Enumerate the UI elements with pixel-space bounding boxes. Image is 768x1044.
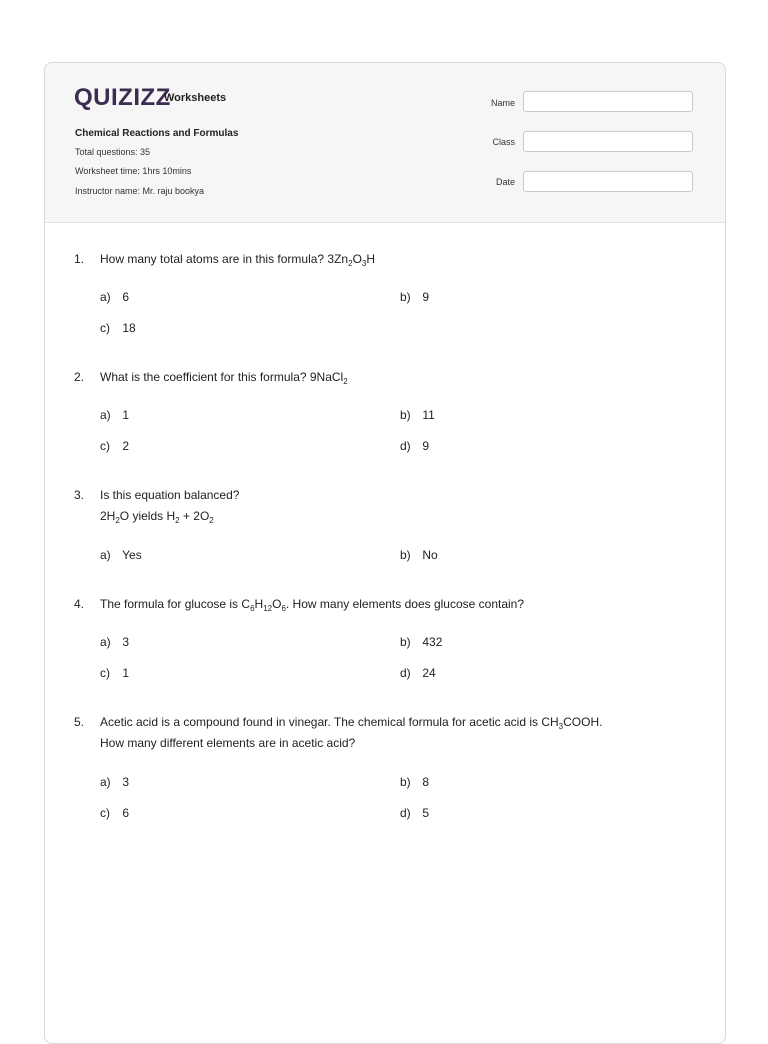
answer-option	[400, 803, 700, 823]
option-letter: c)	[100, 321, 110, 335]
text-segment: H	[366, 252, 376, 266]
option-text: 8	[422, 775, 430, 789]
option-letter: a)	[100, 408, 111, 422]
option-letter: a)	[100, 635, 111, 649]
total-questions: Total questions: 35	[75, 147, 151, 157]
text-segment: How many different elements are in acetic acid?	[100, 736, 356, 750]
answer-option	[400, 436, 700, 456]
question-number: 3.	[74, 488, 85, 502]
subscript: 3	[361, 259, 367, 268]
answer-options	[74, 287, 694, 338]
question-text	[100, 594, 694, 614]
question-1	[74, 249, 694, 338]
question-line	[74, 249, 694, 269]
answer-options	[74, 405, 694, 456]
subscript: 2	[343, 377, 348, 386]
option-letter: b)	[400, 635, 411, 649]
instructor-name: Instructor name: Mr. raju bookya	[75, 186, 205, 196]
option-letter: b)	[400, 290, 411, 304]
answer-option	[400, 545, 700, 565]
option-text: No	[422, 548, 438, 562]
option-letter: c)	[100, 666, 110, 680]
option-text: 18	[122, 321, 136, 335]
subscript: 2	[175, 516, 180, 525]
subscript: 3	[558, 722, 564, 731]
option-text: 3	[122, 775, 130, 789]
answer-option	[400, 772, 700, 792]
text-segment: O	[352, 252, 362, 266]
question-2	[74, 367, 694, 456]
option-text: 9	[422, 290, 430, 304]
class-field[interactable]	[523, 131, 693, 152]
product-name: Worksheets	[164, 92, 227, 104]
answer-option	[100, 436, 400, 456]
question-number: 4.	[74, 597, 85, 611]
text-segment: What is the coefficient for this formula? 9NaCl	[100, 370, 344, 384]
class-label: Class	[492, 137, 515, 147]
question-text	[100, 485, 694, 505]
answer-options	[74, 545, 694, 565]
option-text: 24	[422, 666, 436, 680]
answer-option	[100, 545, 400, 565]
name-label: Name	[490, 98, 515, 108]
answer-option	[100, 803, 400, 823]
text-segment: Is this equation balanced?	[100, 488, 240, 502]
question-text	[100, 712, 694, 732]
text-segment: O	[272, 597, 282, 611]
text-segment: COOH.	[563, 715, 603, 729]
question-number: 1.	[74, 252, 85, 266]
option-text: 6	[122, 290, 130, 304]
question-4	[74, 594, 694, 683]
question-text	[100, 249, 694, 269]
answer-option	[400, 663, 700, 683]
option-text: 11	[422, 408, 435, 422]
option-letter: c)	[100, 439, 110, 453]
answer-option	[400, 405, 700, 425]
question-line	[74, 485, 694, 505]
answer-option	[100, 663, 400, 683]
text-segment: O yields H	[119, 509, 176, 523]
option-letter: d)	[400, 806, 411, 820]
option-letter: d)	[400, 666, 411, 680]
option-text: 5	[422, 806, 430, 820]
text-segment: How many total atoms are in this formula? 3Zn	[100, 252, 349, 266]
worksheet-title: Chemical Reactions and Formulas	[75, 128, 239, 139]
date-field[interactable]	[523, 171, 693, 192]
subscript: 2	[115, 516, 120, 525]
answer-option	[100, 318, 400, 338]
subscript: 12	[263, 604, 273, 613]
question-number: 5.	[74, 715, 85, 729]
option-text: 6	[122, 806, 130, 820]
option-letter: a)	[100, 548, 111, 562]
quizizz-logo: QUIZIZZ	[74, 84, 171, 111]
subscript: 6	[281, 604, 286, 613]
option-text: 432	[422, 635, 443, 649]
option-letter: a)	[100, 290, 111, 304]
question-5	[74, 712, 694, 823]
date-label: Date	[495, 177, 515, 187]
answer-option	[100, 287, 400, 307]
text-segment: + 2O	[179, 509, 210, 523]
option-text: 3	[122, 635, 130, 649]
answer-option	[100, 405, 400, 425]
text-segment: H	[254, 597, 264, 611]
worksheet-page	[44, 62, 726, 1044]
question-text	[100, 367, 694, 387]
answer-options	[74, 632, 694, 683]
text-segment: Acetic acid is a compound found in vinegar. The chemical formula for acetic acid is CH	[100, 715, 559, 729]
text-segment: . How many elements does glucose contain?	[285, 597, 525, 611]
answer-option	[100, 632, 400, 652]
option-text: 1	[122, 408, 130, 422]
question-list	[74, 249, 694, 852]
worksheet-time: Worksheet time: 1hrs 10mins	[75, 166, 192, 176]
answer-option	[400, 632, 700, 652]
question-number: 2.	[74, 370, 85, 384]
name-field[interactable]	[523, 91, 693, 112]
option-text: 2	[122, 439, 130, 453]
option-text: 1	[122, 666, 130, 680]
answer-option	[400, 287, 700, 307]
option-letter: a)	[100, 775, 111, 789]
subscript: 6	[250, 604, 255, 613]
question-line	[74, 594, 694, 614]
answer-options	[74, 772, 694, 823]
question-text-line-2	[74, 505, 694, 527]
option-text: 9	[422, 439, 430, 453]
text-segment: The formula for glucose is C	[100, 597, 251, 611]
subscript: 2	[348, 259, 353, 268]
question-text-line-2	[74, 732, 694, 754]
question-line	[74, 712, 694, 732]
question-line	[74, 367, 694, 387]
option-letter: c)	[100, 806, 110, 820]
text-segment: 2H	[100, 509, 116, 523]
option-letter: b)	[400, 775, 411, 789]
option-letter: b)	[400, 408, 411, 422]
worksheet-header	[45, 63, 725, 223]
option-letter: b)	[400, 548, 411, 562]
answer-option	[100, 772, 400, 792]
option-letter: d)	[400, 439, 411, 453]
option-text: Yes	[122, 548, 142, 562]
subscript: 2	[209, 516, 214, 525]
question-3	[74, 485, 694, 565]
